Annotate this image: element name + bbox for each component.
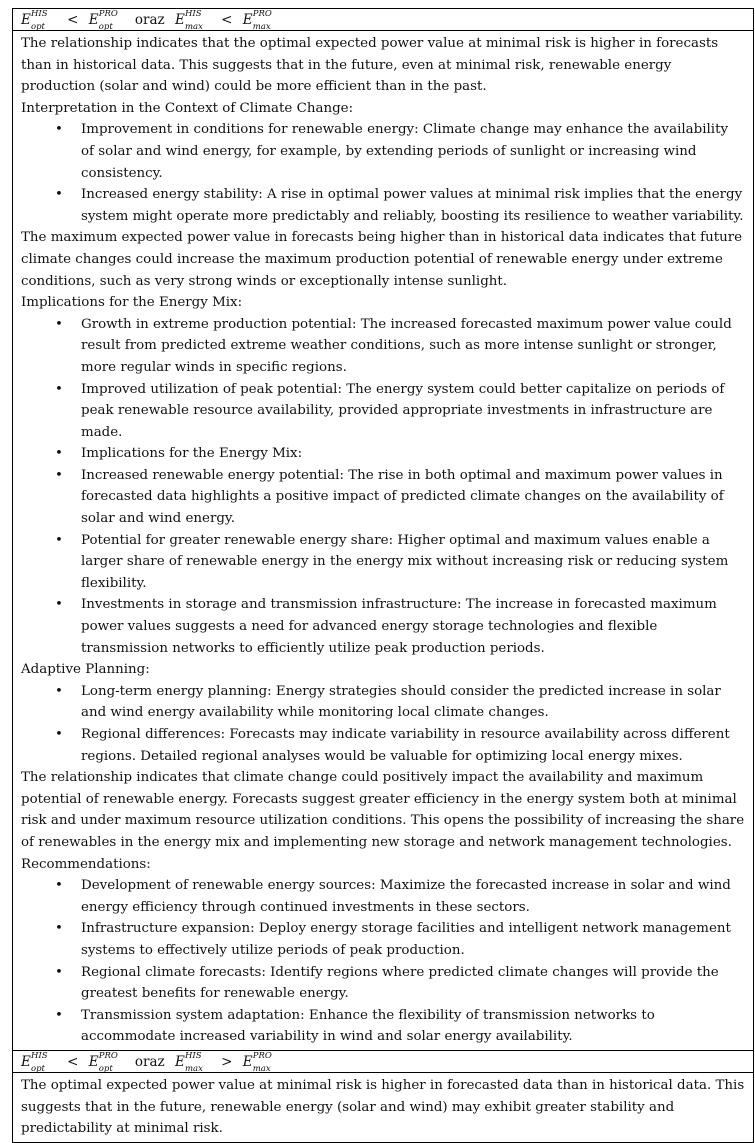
list-item: • Investments in storage and transmission infrastructure: The increase in forecasted maximum power values suggests a need for advanced energy storage technologies and flexible transmission networks to efficiently utilize peak production periods. <box>21 594 745 659</box>
bullet-icon: • <box>55 727 63 742</box>
section1-condition-header: E HIS opt < E PRO opt oraz E HIS max < E PRO max <box>13 9 753 31</box>
list-item: • Potential for greater renewable energy share: Higher optimal and maximum values enable a larger share of renewable energy in the energy mix without increasing risk or reducing system flexibility. <box>21 530 745 595</box>
list-item: • Development of renewable energy sources: Maximize the forecasted increase in solar and wind energy efficiency through continued investments in these sectors. <box>21 875 745 918</box>
bullet-icon: • <box>55 467 63 483</box>
intro-paragraph: The relationship indicates that the optimal expected power value at minimal risk is higher in forecasts than in historical data. This suggests that in the future, even at minimal risk, renewable energy production (solar and wind) could be more efficient than in the past. <box>21 36 719 95</box>
section2-intro-paragraph: The optimal expected power value at minimal risk is higher in forecasted data than in historical data. This suggests that in the future, renewable energy (solar and wind) may exhibit greater stability and predictability at minimal risk. <box>21 1077 745 1137</box>
section2-body <box>13 1073 753 1143</box>
recommendations-list <box>21 875 745 1048</box>
max-paragraph: The maximum expected power value in forecasts being higher than in historical data indicates that future climate changes could increase the maximum production potential of renewable energy under extreme conditions, such as very strong winds or exceptionally intense sunlight. <box>21 230 743 289</box>
bullet-icon: • <box>55 381 63 397</box>
bullet-icon: • <box>55 964 63 980</box>
list-item: • Long-term energy planning: Energy strategies should consider the predicted increase in solar and wind energy availability while monitoring local climate changes. <box>21 681 745 724</box>
heading-climate: Interpretation in the Context of Climate Change: <box>21 100 354 116</box>
summary-paragraph: The relationship indicates that climate change could positively impact the availability and maximum potential of renewable energy. Forecasts suggest greater efficiency in the energy system both at minimal risk and under maximum resource utilization conditions. This opens the possibility of increasing the share of renewables in the energy mix and implementing new storage and network management technologies. <box>21 770 745 850</box>
bullet-icon: • <box>55 316 63 332</box>
heading-recommendations: Recommendations: <box>21 856 151 872</box>
list-item: • Implications for the Energy Mix: <box>21 443 745 465</box>
e-opt-pro: E PRO opt <box>88 1050 118 1074</box>
e-max-his: E HIS max <box>174 1050 203 1074</box>
list-item: • Improved utilization of peak potential: The energy system could better capitalize on periods of peak renewable resource availability, provided appropriate investments in infrastructure are made. <box>21 379 745 444</box>
list-item: • Growth in extreme production potential: The increased forecasted maximum power value could result from predicted extreme weather conditions, such as more intense sunlight or stronger, more regular winds in specific regions. <box>21 314 745 379</box>
e-max-his: E HIS max <box>174 9 203 32</box>
heading-adaptive-planning: Adaptive Planning: <box>21 662 150 678</box>
list-item: • Increased energy stability: A rise in optimal power values at minimal risk implies that the energy system might operate more predictably and reliably, boosting its resilience to weather variability. <box>21 184 745 227</box>
list-item: • Transmission system adaptation: Enhance the flexibility of transmission networks to accommodate increased variability in wind and solar energy availability. <box>21 1005 745 1048</box>
e-max-pro: E PRO max <box>242 9 272 32</box>
bullet-icon: • <box>55 532 63 548</box>
heading-energy-mix: Implications for the Energy Mix: <box>21 295 243 311</box>
bullet-icon: • <box>55 878 63 894</box>
list-item: • Improvement in conditions for renewable energy: Climate change may enhance the availability of solar and wind energy, for example, by extending periods of sunlight or increasing wind consistency. <box>21 119 745 184</box>
list-item: • Regional differences: Forecasts may indicate variability in resource availability across different regions. Detailed regional analyses would be valuable for optimizing local energy mixes. <box>21 724 745 767</box>
bullet-icon: • <box>55 187 63 203</box>
bullet-icon: • <box>55 446 63 462</box>
list-item: • Increased renewable energy potential: The rise in both optimal and maximum power values in forecasted data highlights a positive impact of predicted climate changes on the availability of solar and wind energy. <box>21 465 745 530</box>
climate-list <box>21 119 745 227</box>
bullet-icon: • <box>55 1007 63 1023</box>
energy-mix-list <box>21 314 745 660</box>
e-opt-his: E HIS opt <box>21 1050 48 1074</box>
e-max-pro: E PRO max <box>242 1050 272 1074</box>
bullet-icon: • <box>55 597 63 613</box>
list-item: • Regional climate forecasts: Identify regions where predicted climate changes will provide the greatest benefits for renewable energy. <box>21 962 745 1005</box>
document-table <box>12 8 754 1143</box>
section1-body <box>13 31 753 1051</box>
e-opt-his: E HIS opt <box>21 9 48 32</box>
adaptive-list <box>21 681 745 767</box>
bullet-icon: • <box>55 683 63 699</box>
section2-condition-header: E HIS opt < E PRO opt oraz E HIS max > E PRO max <box>13 1051 753 1073</box>
bullet-icon: • <box>55 122 63 138</box>
list-item: • Infrastructure expansion: Deploy energy storage facilities and intelligent network management systems to effectively utilize periods of peak production. <box>21 918 745 961</box>
e-opt-pro: E PRO opt <box>88 9 118 32</box>
bullet-icon: • <box>55 921 63 937</box>
